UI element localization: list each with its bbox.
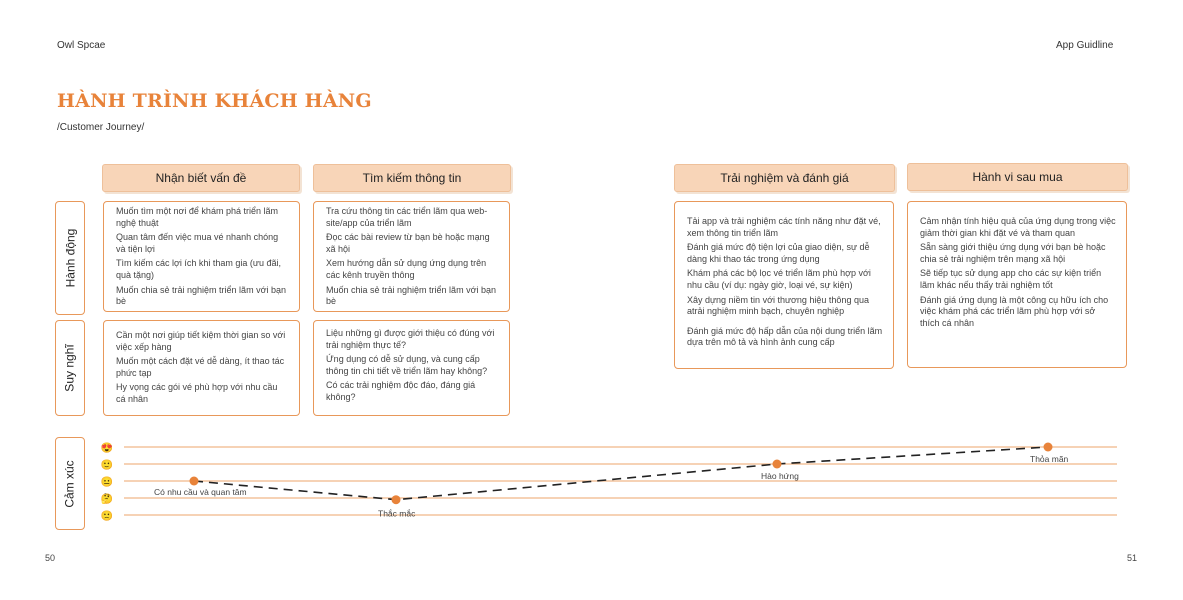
confused-emoji-icon: 🤔 [100,494,114,505]
emotion-point [392,495,401,504]
card-item: Muốn một cách đặt vé dễ dàng, ít thao tác phức tạp [116,356,285,378]
action-card-post-purchase [907,201,1127,368]
stage-post-purchase [907,163,1128,191]
action-card-search [313,201,510,312]
card-item: Tải app và trải nghiệm các tính năng như đặt vé, xem thông tin triển lãm [687,216,881,238]
card-item: Muốn tìm một nơi để khám phá triển lãm nghệ thuật [116,206,278,228]
emotion-point-label: Hào hứng [761,471,799,481]
stage-search [313,164,511,192]
frown-emoji-icon: 🙁 [100,511,114,522]
emotion-point-label: Thắc mắc [378,508,416,519]
row-label-actions: Hành động [55,201,85,315]
stage-label: Trải nghiệm và đánh giá [720,171,849,185]
action-card-experience [674,201,894,369]
emotion-trend-line [194,447,1048,500]
card-item: Sẽ tiếp tục sử dụng app cho các sự kiện triển lãm khác nếu thấy trải nghiệm tốt [920,268,1102,290]
page-number-right: 51 [1127,553,1138,563]
card-item: Tra cứu thông tin các triển lãm qua web-site/app của triển lãm [326,206,488,228]
card-item: Liệu những gì được giới thiệu có đúng với trải nghiệm thực tế? [326,328,495,350]
stage-label: Hành vi sau mua [972,170,1063,184]
row-label-emotions: Cảm xúc [55,437,85,530]
page-number-left: 50 [45,553,56,563]
card-item: Cảm nhận tính hiệu quả của ứng dụng trong việc giảm thời gian khi đặt vé và tham quan [920,216,1116,238]
action-card-awareness [103,201,300,312]
brand-name: Owl Spcae [57,40,106,51]
card-item: Hy vọng các gói vé phù hợp với nhu cầu cá nhân [116,382,278,404]
stage-awareness [102,164,300,192]
stage-label: Nhận biết vấn đề [155,171,247,185]
emotion-point [773,460,782,469]
card-item: Đánh giá mức độ tiện lợi của giao diện, sự dễ dàng khi thao tác trong ứng dụng [687,242,870,264]
emotion-chart [90,436,1130,528]
card-item: Đánh giá ứng dụng là một công cụ hữu ích cho việc khám phá các triển lãm phù hợp với sở thích cá nhân [920,294,1109,328]
stage-experience [674,164,895,192]
card-item: Xây dựng niềm tin với thương hiệu thông qua atrải nghiệm minh bạch, chuyên nghiệp [687,294,869,317]
emotion-point-label: Thỏa mãn [1030,454,1069,464]
card-item: Ứng dụng có dễ sử dụng, và cung cấp thông tin chi tiết về triển lãm hay không? [326,354,488,376]
card-item: Quan tâm đến việc mua vé nhanh chóng và tiện lợi [116,232,279,254]
thought-card-search [313,320,510,416]
page-title: HÀNH TRÌNH KHÁCH HÀNG [57,90,372,112]
smile-emoji-icon: 🙂 [100,460,114,471]
card-item: Đánh giá mức độ hấp dẫn của nội dung triển lãm dựa trên mô tả và hình ảnh cung cấp [687,325,883,348]
card-item: Đọc các bài review từ bạn bè hoặc mạng xã hội [326,232,490,254]
card-item: Khám phá các bộ lọc vé triển lãm phù hợp với nhu cầu (ví dụ: ngày giờ, loại vé, sự kiện) [687,268,871,290]
heart-eyes-emoji-icon: 😍 [100,443,114,454]
emotion-point-label: Có nhu cầu và quan tâm [154,487,247,497]
page-subtitle: /Customer Journey/ [57,122,145,133]
card-item: Tìm kiếm các lợi ích khi tham gia (ưu đãi, quà tặng) [116,258,281,280]
card-item: Có các trải nghiệm độc đáo, đáng giá không? [326,380,476,402]
emotion-point [1044,443,1053,452]
card-item: Cần một nơi giúp tiết kiệm thời gian so với việc xếp hàng [116,330,286,352]
card-item: Xem hướng dẫn sử dụng ứng dụng trên các kênh truyền thông [326,258,487,280]
card-item: Muốn chia sẻ trải nghiệm triển lãm với bạn bè [326,284,496,307]
section-name: App Guidline [1056,40,1114,51]
neutral-emoji-icon: 😐 [100,477,114,488]
card-item: Sẵn sàng giới thiệu ứng dụng với bạn bè hoặc chia sẻ trải nghiệm trên mạng xã hội [920,242,1106,264]
stage-label: Tìm kiếm thông tin [362,171,462,185]
card-item: Muốn chia sẻ trải nghiệm triển lãm với bạn bè [116,284,286,307]
row-label-thoughts: Suy nghĩ [55,320,85,416]
emotion-point [190,477,199,486]
thought-card-awareness [103,320,300,416]
